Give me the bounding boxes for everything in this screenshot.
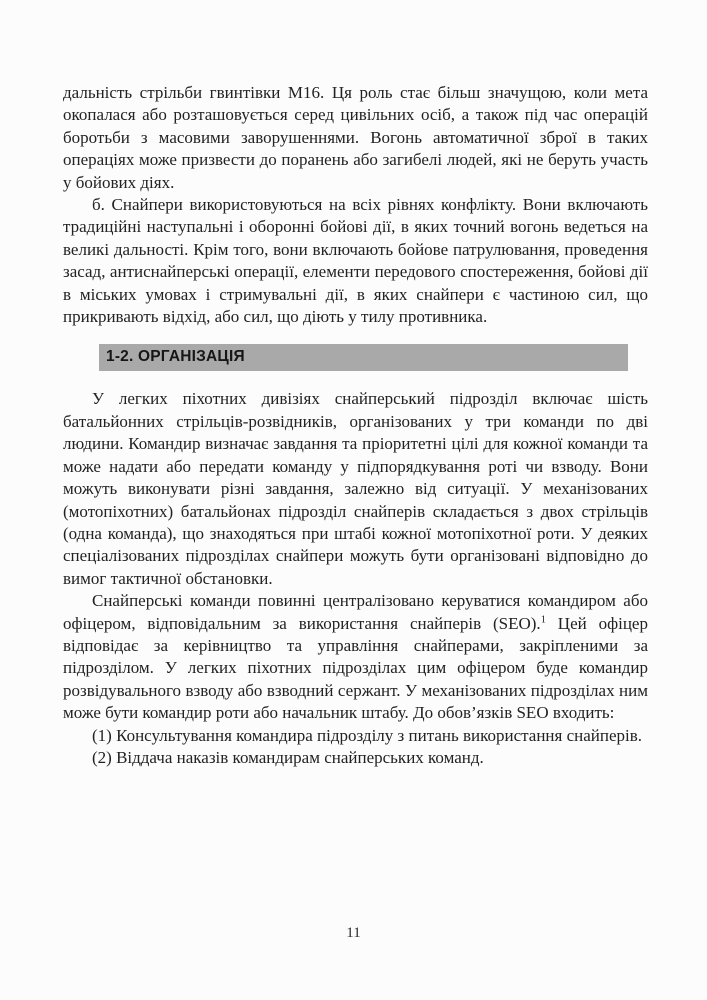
paragraph-seo [63,590,648,724]
page-number: 11 [346,925,361,941]
section-header-title: 1-2. ОРГАНІЗАЦІЯ [106,348,245,366]
paragraph-organization: У легких піхотних дивізіях снайперський підрозділ включає шість батальйонних стрільців-розвідників, організованих у три команди по дві людини. Командир визначає завдання та пріоритетні цілі для кожної команди та може надати або передати команду у підпорядкування роті чи взводу. Вони можуть виконувати різні завдання, залежно від ситуації. У механізованих (мотопіхотних) батальйонах підрозділ снайперів складається з двох стрільців (одна команда), що знаходяться при штабі кожної мотопіхотної роти. У деяких спеціалізованих підрозділах снайпери можуть бути організовані відповідно до вимог тактичної обстановки. [63,389,648,588]
paragraph-m16-continuation: дальність стрільби гвинтівки М16. Ця роль стає більш значущою, коли мета окопалася або розташовується серед цивільних осіб, а також під час операцій боротьби з масовими заворушеннями. Вогонь автоматичної зброї в таких операціях може призвести до поранень або загибелі людей, які не беруть участь у бойових діях. [63,83,648,192]
list-item-1: (1) Консультування командира підрозділу з питань використання снайперів. [92,725,643,745]
list-item-2: (2) Віддача наказів командирам снайперських команд. [92,747,484,767]
paragraph-seo-before: Снайперські команди повинні централізовано керуватися командиром або офіцером, відповідальним за використання снайперів (SEO). [63,591,648,633]
paragraph-seo-after: Цей офіцер відповідає за керівництво та управління снайперами, закріпленими за підрозділом. У легких піхотних підрозділах цим офіцером буде командир розвідувального взводу або взводний сержант. У механізованих підрозділах ним може бути командир роти або начальник штабу. До обов’язків SEO входить: [63,613,648,723]
footnote-ref: 1 [540,613,546,625]
paragraph-snipers-levels: б. Снайпери використовуються на всіх рівнях конфлікту. Вони включають традиційні наступальні і оборонні бойові дії, в яких точний вогонь ведеться на великі дальності. Крім того, вони включають бойове патрулювання, проведення засад, антиснайперські операції, елементи передового спостереження, бойові дії в міських умовах і стримувальні дії, в яких снайпери є частиною сил, що прикривають відхід, або сил, що діють у тилу противника. [63,195,648,327]
section-header-bar [99,344,628,371]
